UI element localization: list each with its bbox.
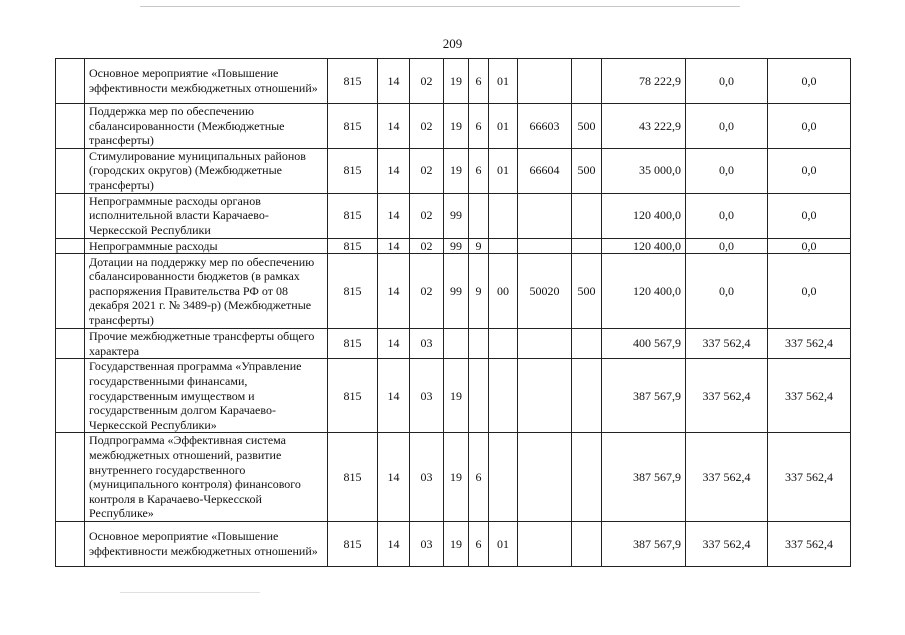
cell-csr: 66604 [518,148,572,193]
cell-p3: 01 [489,148,518,193]
cell-v2: 337 562,4 [686,521,768,566]
cell-p2: 6 [469,433,489,522]
cell-pr: 03 [410,359,444,433]
cell-v2: 0,0 [686,104,768,149]
scan-artifact [120,592,260,593]
table-row [56,104,851,149]
cell-blank [56,59,85,104]
cell-adm: 815 [328,359,378,433]
cell-amount: 120 400,0 [602,193,686,238]
cell-adm: 815 [328,193,378,238]
cell-v3: 337 562,4 [768,433,851,522]
cell-v3: 0,0 [768,148,851,193]
cell-p3: 01 [489,521,518,566]
cell-csr [518,238,572,254]
cell-p2: 9 [469,254,489,329]
cell-p1 [444,329,469,359]
budget-table [55,58,851,567]
cell-csr [518,359,572,433]
cell-blank [56,238,85,254]
cell-p1: 19 [444,104,469,149]
cell-v3: 0,0 [768,254,851,329]
cell-amount: 120 400,0 [602,254,686,329]
cell-csr: 66603 [518,104,572,149]
cell-p1: 99 [444,238,469,254]
table-body [56,59,851,567]
cell-name: Прочие межбюджетные трансферты общего характера [85,329,328,359]
cell-name: Дотации на поддержку мер по обеспечению сбалансированности бюджетов (в рамках распоряжения Правительства РФ от 08 декабря 2021 г. № 3489-р) (Межбюджетные трансферты) [85,254,328,329]
cell-p2 [469,193,489,238]
cell-pr: 03 [410,329,444,359]
cell-pr: 02 [410,193,444,238]
cell-p2: 6 [469,59,489,104]
cell-p1: 19 [444,359,469,433]
cell-p2: 6 [469,104,489,149]
cell-v2: 0,0 [686,59,768,104]
cell-p2: 6 [469,521,489,566]
table-row [56,193,851,238]
page-number: 209 [442,36,463,51]
cell-rz: 14 [378,359,410,433]
cell-vr [572,433,602,522]
cell-p1: 99 [444,193,469,238]
cell-v2: 0,0 [686,148,768,193]
cell-rz: 14 [378,104,410,149]
cell-pr: 02 [410,238,444,254]
cell-amount: 35 000,0 [602,148,686,193]
cell-pr: 02 [410,59,444,104]
cell-p3 [489,238,518,254]
cell-csr: 50020 [518,254,572,329]
cell-blank [56,359,85,433]
cell-p2 [469,329,489,359]
cell-rz: 14 [378,193,410,238]
cell-amount: 400 567,9 [602,329,686,359]
cell-amount: 43 222,9 [602,104,686,149]
cell-p3: 00 [489,254,518,329]
cell-p1: 19 [444,148,469,193]
cell-p2 [469,359,489,433]
cell-adm: 815 [328,433,378,522]
cell-adm: 815 [328,104,378,149]
cell-adm: 815 [328,521,378,566]
cell-blank [56,148,85,193]
cell-vr [572,193,602,238]
cell-v3: 0,0 [768,104,851,149]
cell-p3: 01 [489,104,518,149]
cell-p3 [489,359,518,433]
cell-amount: 387 567,9 [602,433,686,522]
cell-csr [518,193,572,238]
cell-adm: 815 [328,254,378,329]
cell-p3 [489,329,518,359]
cell-rz: 14 [378,329,410,359]
cell-rz: 14 [378,433,410,522]
cell-blank [56,521,85,566]
cell-rz: 14 [378,521,410,566]
table-row [56,148,851,193]
cell-adm: 815 [328,148,378,193]
cell-name: Поддержка мер по обеспечению сбалансированности (Межбюджетные трансферты) [85,104,328,149]
cell-csr [518,59,572,104]
cell-pr: 02 [410,104,444,149]
cell-amount: 387 567,9 [602,359,686,433]
cell-name: Основное мероприятие «Повышение эффективности межбюджетных отношений» [85,59,328,104]
cell-rz: 14 [378,238,410,254]
cell-v3: 0,0 [768,238,851,254]
cell-blank [56,193,85,238]
cell-p1: 19 [444,521,469,566]
table-row [56,329,851,359]
cell-v2: 337 562,4 [686,359,768,433]
cell-p2: 6 [469,148,489,193]
cell-rz: 14 [378,254,410,329]
cell-vr [572,329,602,359]
cell-v3: 0,0 [768,193,851,238]
cell-p1: 19 [444,59,469,104]
cell-vr [572,359,602,433]
cell-name: Непрограммные расходы органов исполнительной власти Карачаево-Черкесской Республики [85,193,328,238]
cell-name: Государственная программа «Управление государственными финансами, государственным имуществом и государственным долгом Карачаево-Черкесской Республики» [85,359,328,433]
cell-adm: 815 [328,238,378,254]
cell-p3 [489,193,518,238]
cell-vr [572,521,602,566]
cell-vr [572,59,602,104]
cell-csr [518,433,572,522]
cell-name: Непрограммные расходы [85,238,328,254]
cell-amount: 78 222,9 [602,59,686,104]
cell-amount: 120 400,0 [602,238,686,254]
cell-blank [56,104,85,149]
scan-artifact [140,6,740,7]
cell-blank [56,254,85,329]
cell-p3: 01 [489,59,518,104]
cell-blank [56,329,85,359]
cell-v2: 337 562,4 [686,433,768,522]
table-row [56,359,851,433]
cell-v2: 0,0 [686,254,768,329]
table-row [56,521,851,566]
cell-v3: 0,0 [768,59,851,104]
cell-v3: 337 562,4 [768,521,851,566]
cell-vr: 500 [572,148,602,193]
cell-vr: 500 [572,104,602,149]
cell-p1: 19 [444,433,469,522]
cell-v2: 0,0 [686,238,768,254]
cell-rz: 14 [378,148,410,193]
cell-v3: 337 562,4 [768,329,851,359]
cell-pr: 02 [410,254,444,329]
cell-pr: 03 [410,521,444,566]
cell-v2: 337 562,4 [686,329,768,359]
table-row [56,59,851,104]
cell-v2: 0,0 [686,193,768,238]
cell-csr [518,329,572,359]
cell-csr [518,521,572,566]
cell-rz: 14 [378,59,410,104]
cell-p3 [489,433,518,522]
cell-name: Подпрограмма «Эффективная система межбюджетных отношений, развитие внутреннего государственного (муниципального контроля) финансового контроля в Карачаево-Черкесской Республике» [85,433,328,522]
cell-p1: 99 [444,254,469,329]
table-row [56,433,851,522]
table-row [56,238,851,254]
cell-v3: 337 562,4 [768,359,851,433]
cell-pr: 02 [410,148,444,193]
table-row [56,254,851,329]
cell-adm: 815 [328,329,378,359]
cell-vr [572,238,602,254]
cell-pr: 03 [410,433,444,522]
cell-vr: 500 [572,254,602,329]
cell-amount: 387 567,9 [602,521,686,566]
cell-p2: 9 [469,238,489,254]
cell-name: Основное мероприятие «Повышение эффективности межбюджетных отношений» [85,521,328,566]
cell-adm: 815 [328,59,378,104]
cell-name: Стимулирование муниципальных районов (городских округов) (Межбюджетные трансферты) [85,148,328,193]
cell-blank [56,433,85,522]
